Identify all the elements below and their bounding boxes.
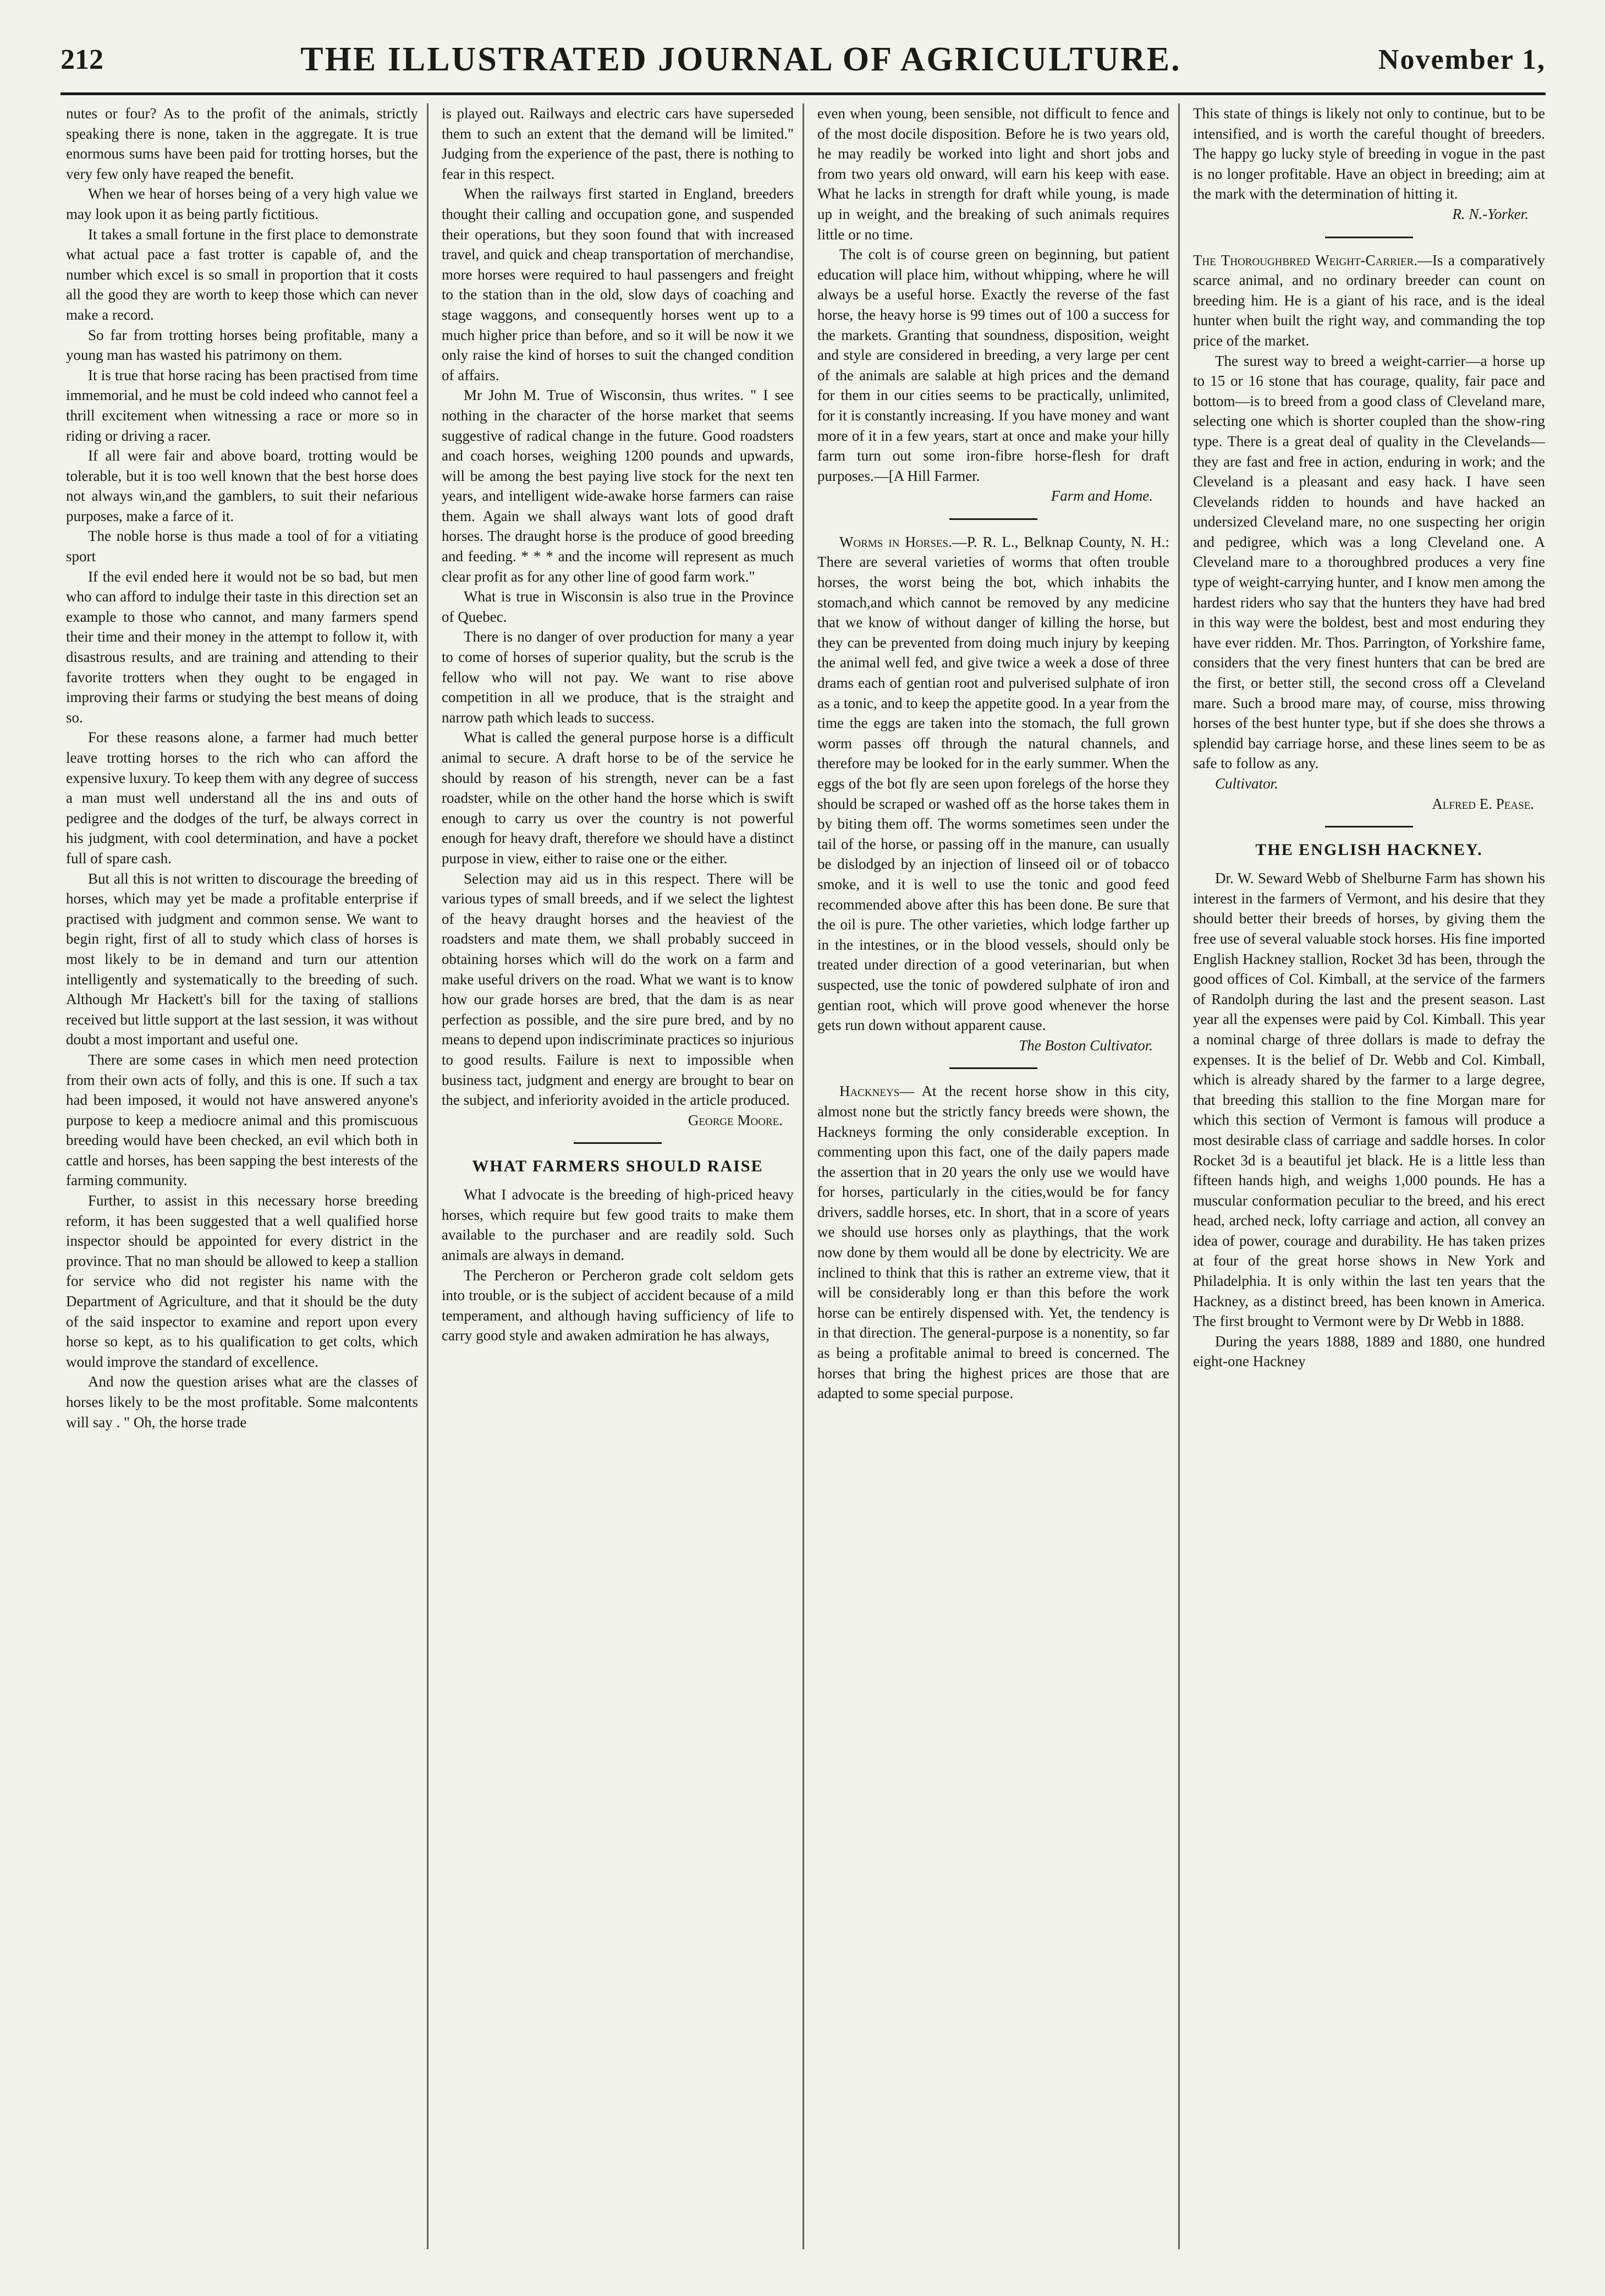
paragraph-body: —Is a comparatively scarce animal, and no ordinary breeder can count on breeding him. He is a giant of his race, and is the ideal hunter when built the right way, and commanding the top price of the market. [1193,251,1545,349]
paragraph [1193,250,1545,351]
paragraph: The Percheron or Percheron grade colt seldom gets into trouble, or is the subject of accident because of a mild temperament, and although having sufficiency of life to carry good style and awaken admiration he has always, [442,1267,794,1344]
paragraph: What I advocate is the breeding of high-priced heavy horses, which require but few good traits to make them available to the purchaser and are readily sold. Such animals are always in demand. [442,1186,794,1264]
paragraph: What is true in Wisconsin is also true in the Province of Quebec. [442,588,794,625]
page-header [61,32,1546,87]
paragraph [817,532,1169,1035]
column-1 [66,103,418,2260]
paragraph: When the railways first started in England, breeders thought their calling and occupation gone, and suspended their operations, but they soon found that with increased travel, and quick and cheap transportation of merchandise, more horses were required to haul passengers and freight to the station than in the old, slow days of coaching and stage waggons, and consequently horses went up to a much higher price than before, and so it will be now it we only raise the kind of horses to suit the changed condition of affairs. [442,185,794,383]
paragraph: The colt is of course green on beginning, but patient education will place him, without whipping, where he will always be a useful horse. Exactly the reverse of the fast horse, the heavy horse is 99 times out of 100 a success for the markets. Granting that soundness, disposition, weight and style are considered in breeding, a very large per cent of the animals are salable at high prices and the demand for them in our cities seems to be practically, unlimited, for it is constantly increasing. If you have money and want more of it in a few years, start at once and make your hilly farm turn out some iron-fibre horse-flesh for draft purposes.—[A Hill Farmer. [817,246,1169,484]
source-attribution: Cultivator. [1215,775,1278,792]
paragraph: If all were fair and above board, trotting would be tolerable, but it is too well known that the best horse does not always win,and the gamblers, to suit their nefarious purposes, make a farce of it. [66,447,418,524]
paragraph: For these reasons alone, a farmer had much better leave trotting horses to the rich who can afford the expensive luxury. To keep them with any degree of success a man must well understand all the ins and outs of pedigree and the dodges of the turf, be always correct in his judgment, with cool determination, and have a pocket full of spare cash. [66,729,418,867]
paragraph: The noble horse is thus made a tool of for a vitiating sport [66,528,418,565]
page-number: 212 [61,43,103,75]
author-signature: Alfred E. Pease. [1432,795,1534,812]
column-divider [803,103,804,2249]
paragraph: So far from trotting horses being profitable, many a young man has wasted his patrimony on them. [66,326,418,364]
journal-title: THE ILLUSTRATED JOURNAL OF AGRICULTURE. [300,40,1181,78]
paragraph: If the evil ended here it would not be so bad, but men who can afford to indulge their taste in this direction set an example to those who cannot, and many farmers spend their time and their money in the attempt to follow it, with disastrous results, and are training and attending to their favorite trotters when they ought to be engaged in improving their farms or studying the best means of doing so. [66,568,418,726]
paragraph: Selection may aid us in this respect. There will be various types of small breeds, and if we select the lightest of the heavy draught horses and the heaviest of the roadsters and mate them, we shall probably succeed in obtaining horses which will do the work on a farm and make useful drivers on the road. What we want is to know how our grade horses are bred, that the dam is as near perfection as possible, and the sire pure bred, and by no means to depend upon indiscriminate practices so injurious to good results. Failure is next to impossible when business tact, judgment and energy are brought to bear on the subject, and inferiority avoided in the article produced. [442,870,794,1109]
paragraph: And now the question arises what are the classes of horses likely to be the most profitable. Some malcontents will say . " Oh, the horse trade [66,1373,418,1431]
article-heading: THE ENGLISH HACKNEY. [1255,841,1483,859]
source-attribution: R. N.-Yorker. [1452,205,1529,222]
paragraph: Dr. W. Seward Webb of Shelburne Farm has shown his interest in the farmers of Vermont, and his desire that they should better their breeds of horses, by giving them the free use of several valuable stock horses. His fine imported English Hackney stallion, Rocket 3d has been, through the good offices of Col. Kimball, at the service of the farmers of Randolph during the last and the present season. Last year all the expenses were paid by Col. Kimball. This year a nominal charge of three dollars is made to defray the expenses. It is the belief of Dr. Webb and Col. Kimball, which is already shared by the farmer to a large degree, that breeding this stallion to the fine Morgan mare for which this section of Vermont is famous will produce a most desirable class of carriage and saddle horses. In color Rocket 3d is a beautiful jet black. He is a little less than fifteen hands high, and weighs 1,000 pounds. He has a muscular conformation peculiar to the breed, and his erect head, arched neck, lofty carriage and action, all convey an idea of power, courage and durability. He has taken prizes at four of the great horse shows in New York and Philadelphia. It is only within the last ten years that the Hackney, as a distinct breed, has been known in America. The first brought to Vermont were by Dr Webb in 1888. [1193,870,1545,1330]
paragraph: But all this is not written to discourage the breeding of horses, which may yet be made a profitable enterprise if practised with judgment and common sense. We want to begin right, first of all to study which class of horses is most likely to be in demand and turn our attention intelligently and systematically to the breeding of such. Although Mr Hackett's bill for the taxing of stallions received but little support at the last session, it was without doubt a most important and useful one. [66,870,418,1048]
column-divider [427,103,428,2249]
paragraph: There are some cases in which men need protection from their own acts of folly, and this is one. If such a tax had been imposed, it would not have answered anyone's purpose to keep a mediocre animal and this promiscuous breeding would have been checked, an evil which both in cattle and horses, has been sapping the best interests of the farming community. [66,1051,418,1189]
paragraph: even when young, been sensible, not difficult to fence and of the most docile disposition. Before he is two years old, he may readily be worked into light and short jobs and from two years old onward, will earn his keep with ease. What he lacks in strength for draft while young, is made up in weight, and the breaking of such animals requires little or no time. [817,105,1169,243]
section-divider [1325,237,1413,238]
source-attribution: The Boston Cultivator. [1019,1037,1153,1054]
source-attribution: Farm and Home. [1051,487,1153,505]
column-divider [1178,103,1180,2249]
paragraph: It is true that horse racing has been practised from time immemorial, and he must be cold indeed who cannot feel a thrill excitement when witnessing a race or more so in riding or driving a racer. [66,366,418,444]
paragraph: is played out. Railways and electric cars have superseded them to such an extent that the demand will be limited." Judging from the experience of the past, there is nothing to fear in this respect. [442,105,794,182]
paragraph: This state of things is likely not only to continue, but to be intensified, and is worth the careful thought of breeders. The happy go lucky style of breeding in vogue in the past is no longer profitable. Have an object in breeding; aim at the mark with the determination of hitting it. [1193,105,1545,202]
paragraph: The surest way to breed a weight-carrier—a horse up to 15 or 16 stone that has courage, quality, fair pace and bottom—is to breed from a good class of Cleveland mare, selecting one which is shorter coupled than the show-ring type. There is a great deal of quality in the Clevelands—they are fast and free in action, enduring in work; and the Cleveland is a pleasant and easy hack. I have seen Clevelands ridden to hounds and have hacked an undersized Cleveland mare, no one suspecting her origin and pedigree, which was a long Cleveland one. A Cleveland mare to a thoroughbred produces a very fine type of weight-carrying hunter, and I know men among the hardest riders who say that the hunters they have had bred in this way were the boldest, best and most enduring they have ever ridden. Mr. Thos. Parrington, of Yorkshire fame, considers that the very finest hunters that can be bred are the first, or better still, the second cross off a Cleveland mare. Such a brood mare may, of course, miss throwing horses of the best hunter type, but if she does she throws a splendid bay carriage horse, and these lines seem to be as safe to follow as any. [1193,352,1545,772]
author-signature: George Moore. [688,1111,783,1128]
paragraph-lead: Hackneys [839,1083,900,1100]
section-divider [949,1067,1037,1069]
paragraph: What is called the general purpose horse is a difficult animal to secure. A draft horse to be of the service he should by reason of his strength, never can be a fast roadster, while on the other hand the horse which is swift enough to carry us over the country is not powerful enough for heavy draft, therefore we should have a distinct purpose in view, either to raise one or the either. [442,729,794,867]
paragraph: Mr John M. True of Wisconsin, thus writes. " I see nothing in the character of the horse market that seems suggestive of radical change in the future. Good roadsters and coach horses, weighing 1200 pounds and upwards, will be among the best paying live stock for the next ten years, and intelligent wide-awake horse farmers can raise them. Again we shall always want lots of good draft horses. The draught horse is the produce of good breeding and feeding. * * * and the income will represent as much clear profit as for any other line of good farm work." [442,387,794,585]
paragraph-lead: Worms in Horses. [839,533,952,550]
paragraph: There is no danger of over production for many a year to come of horses of superior quality, but the scrub is the fellow who will not pay. We want to rise above competition in all we produce, that is the straight and narrow path which leads to success. [442,628,794,726]
paragraph: It takes a small fortune in the first place to demonstrate what actual pace a fast trotter is capable of, and the number which excel is so small in proportion that it costs all the good they are worth to keep those which can never make a record. [66,226,418,323]
column-2 [442,103,794,2260]
paragraph-lead: The Thoroughbred Weight-Carrier. [1193,251,1417,268]
section-divider [574,1142,662,1144]
paragraph-body: — At the recent horse show in this city, almost none but the strictly fancy breeds were shown, the Hackneys forming the only considerable exception. In commenting upon this fact, one of the daily papers made the assertion that in 20 years the only use we would have for horses, particularly in the cities,would be for fancy drivers, saddle horses, etc. In short, that in a score of years we should use horses only as playthings, that the work now done by them would all be done by electricity. We are inclined to think that this is rather an extreme view, that it will be considerably long er than this before the work horse can be entirely dispensed with. Yet, the tendency is in that direction. The general-purpose is a nonentity, so far as being a profitable animal to breed is concerned. The horses that bring the highest prices are those that are adapted to some special purpose. [817,1083,1169,1402]
column-3 [817,103,1169,2260]
paragraph [817,1081,1169,1404]
paragraph: When we hear of horses being of a very high value we may look upon it as being partly fictitious. [66,185,418,222]
section-divider [949,518,1037,520]
column-4 [1193,103,1545,2260]
header-rule [61,92,1546,95]
paragraph: Further, to assist in this necessary horse breeding reform, it has been suggested that a well qualified horse inspector should be appointed for every district in the province. That no man should be allowed to keep a stallion for service who did not register his name with the Department of Agriculture, and that it should be the duty of the said inspector to examine and report upon every horse so kept, as to his qualification to get colts, which would improve the standard of excellence. [66,1192,418,1370]
article-heading: WHAT FARMERS SHOULD RAISE [472,1157,763,1176]
section-divider [1325,826,1413,828]
paragraph-body: —P. R. L., Belknap County, N. H.: There are several varieties of worms that often trouble horses, the worst being the bot, which inhabits the stomach,and which cannot be removed by any medicine that we know of without danger of killing the horse, but they can be prevented from doing much injury by keeping the animal well fed, and give twice a week a dose of three drams each of gentian root and pulverised sulphate of iron as a tonic, and to keep the appetite good. In a year from the time the eggs are taken into the stomach, the full grown worm passes off through the natural channels, and therefore may be looked for in the early summer. When the eggs of the bot fly are seen upon forelegs of the horse they should be scraped or washed off as the horse takes them in by biting them off. The worms sometimes seen under the tail of the horse, or passing off in the manure, can usually be dislodged by an injection of linseed oil or of tobacco smoke, and it is well to use the tonic and good feed recommended above after this has been done. Be sure that the oil is pure. The other varieties, which lodge farther up in the intestines, or in the blood vessels, should only be treated under direction of a good veterinarian, but when suspected, use the tonic of powdered sulphate of iron and gentian root, which will prove good whenever the horse gets run down without apparent cause. [817,533,1169,1034]
paragraph: During the years 1888, 1889 and 1880, one hundred eight-one Hackney [1193,1333,1545,1370]
issue-date: November 1, [1378,43,1546,75]
paragraph: nutes or four? As to the profit of the animals, strictly speaking there is none, taken in the aggregate. It is true enormous sums have been paid for trotting horses, but the very few only have reaped the benefit. [66,105,418,182]
